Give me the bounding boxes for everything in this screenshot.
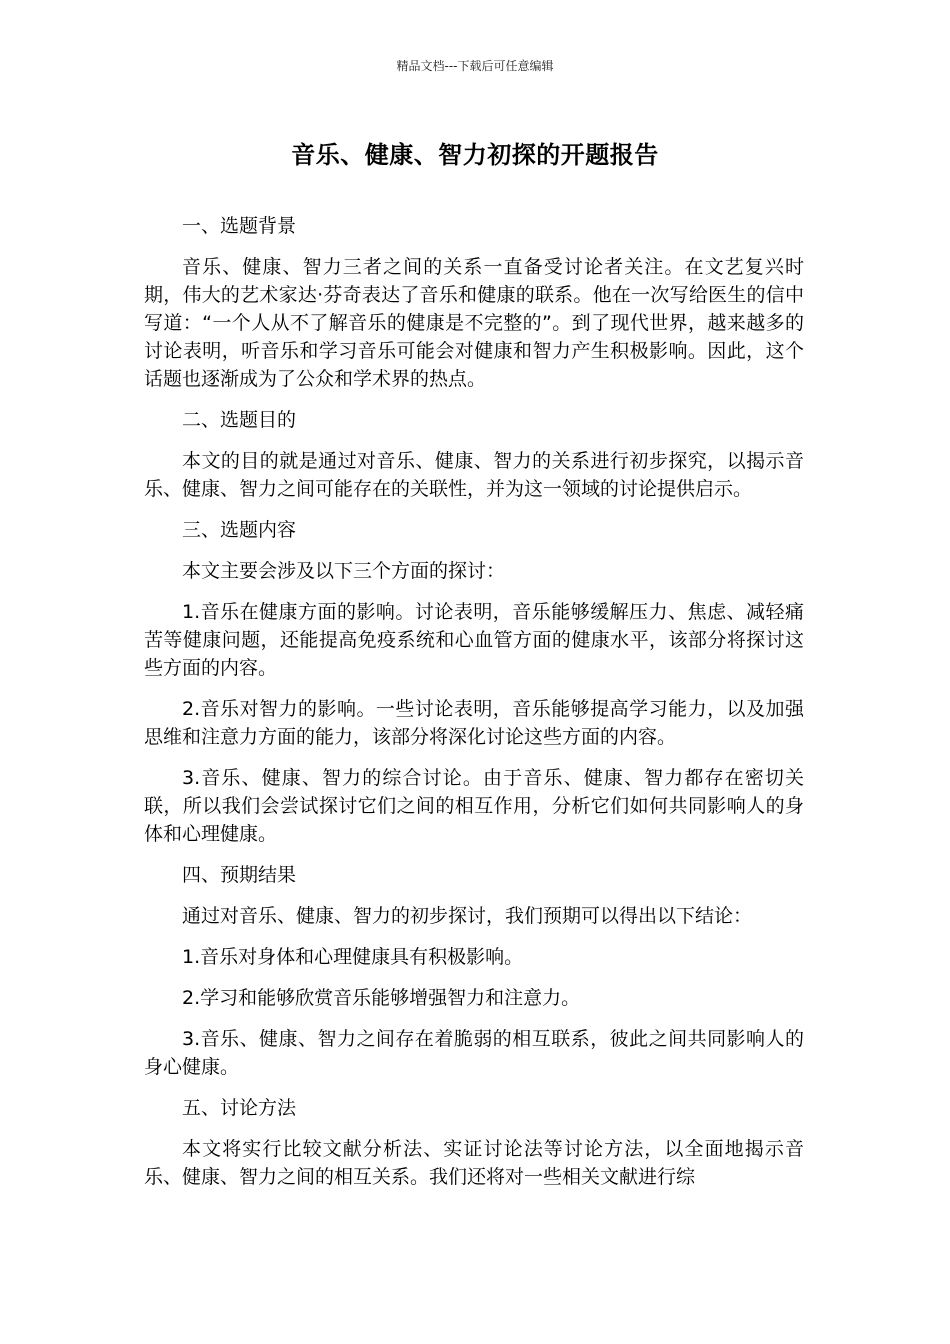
paragraph-result-item-1: 1.音乐对身体和心理健康具有积极影响。 xyxy=(182,946,524,968)
paragraph-content-intro: 本文主要会涉及以下三个方面的探讨： xyxy=(182,560,506,582)
paragraph-content-item-3: 3.音乐、健康、智力的综合讨论。由于音乐、健康、智力都存在密切关联，所以我们会尝试探讨它们之间的相互作用，分析它们如何共同影响人的身体和心理健康。 xyxy=(144,767,804,845)
document-body xyxy=(144,212,804,1204)
paragraph-purpose: 本文的目的就是通过对音乐、健康、智力的关系进行初步探究，以揭示音乐、健康、智力之间可能存在的关联性，并为这一领域的讨论提供启示。 xyxy=(144,450,804,500)
paragraph-result-item-2: 2.学习和能够欣赏音乐能够增强智力和注意力。 xyxy=(182,987,581,1009)
paragraph-content-item-2: 2.音乐对智力的影响。一些讨论表明，音乐能够提高学习能力，以及加强思维和注意力方面的能力，该部分将深化讨论这些方面的内容。 xyxy=(144,698,804,748)
section-heading-background: 一、选题背景 xyxy=(182,215,297,237)
section-heading-expected-results: 四、预期结果 xyxy=(182,864,297,886)
section-heading-content: 三、选题内容 xyxy=(182,519,297,541)
document-title: 音乐、健康、智力初探的开题报告 xyxy=(291,141,659,169)
paragraph-methods: 本文将实行比较文献分析法、实证讨论法等讨论方法，以全面地揭示音乐、健康、智力之间的相互关系。我们还将对一些相关文献进行综 xyxy=(144,1138,804,1188)
paragraph-results-intro: 通过对音乐、健康、智力的初步探讨，我们预期可以得出以下结论： xyxy=(182,905,753,927)
paragraph-background: 音乐、健康、智力三者之间的关系一直备受讨论者关注。在文艺复兴时期，伟大的艺术家达·芬奇表达了音乐和健康的联系。他在一次写给医生的信中写道：“一个人从不了解音乐的健康是不完整的”。到了现代世界，越来越多的讨论表明，听音乐和学习音乐可能会对健康和智力产生积极影响。因此，这个话题也逐渐成为了公众和学术界的热点。 xyxy=(144,256,804,390)
section-heading-methods: 五、讨论方法 xyxy=(182,1097,297,1119)
page-header: 精品文档---下载后可任意编辑 xyxy=(396,59,554,73)
paragraph-content-item-1: 1.音乐在健康方面的影响。讨论表明，音乐能够缓解压力、焦虑、减轻痛苦等健康问题，还能提高免疫系统和心血管方面的健康水平，该部分将探讨这些方面的内容。 xyxy=(144,601,804,679)
section-heading-purpose: 二、选题目的 xyxy=(182,409,297,431)
paragraph-result-item-3: 3.音乐、健康、智力之间存在着脆弱的相互联系，彼此之间共同影响人的身心健康。 xyxy=(144,1028,804,1078)
